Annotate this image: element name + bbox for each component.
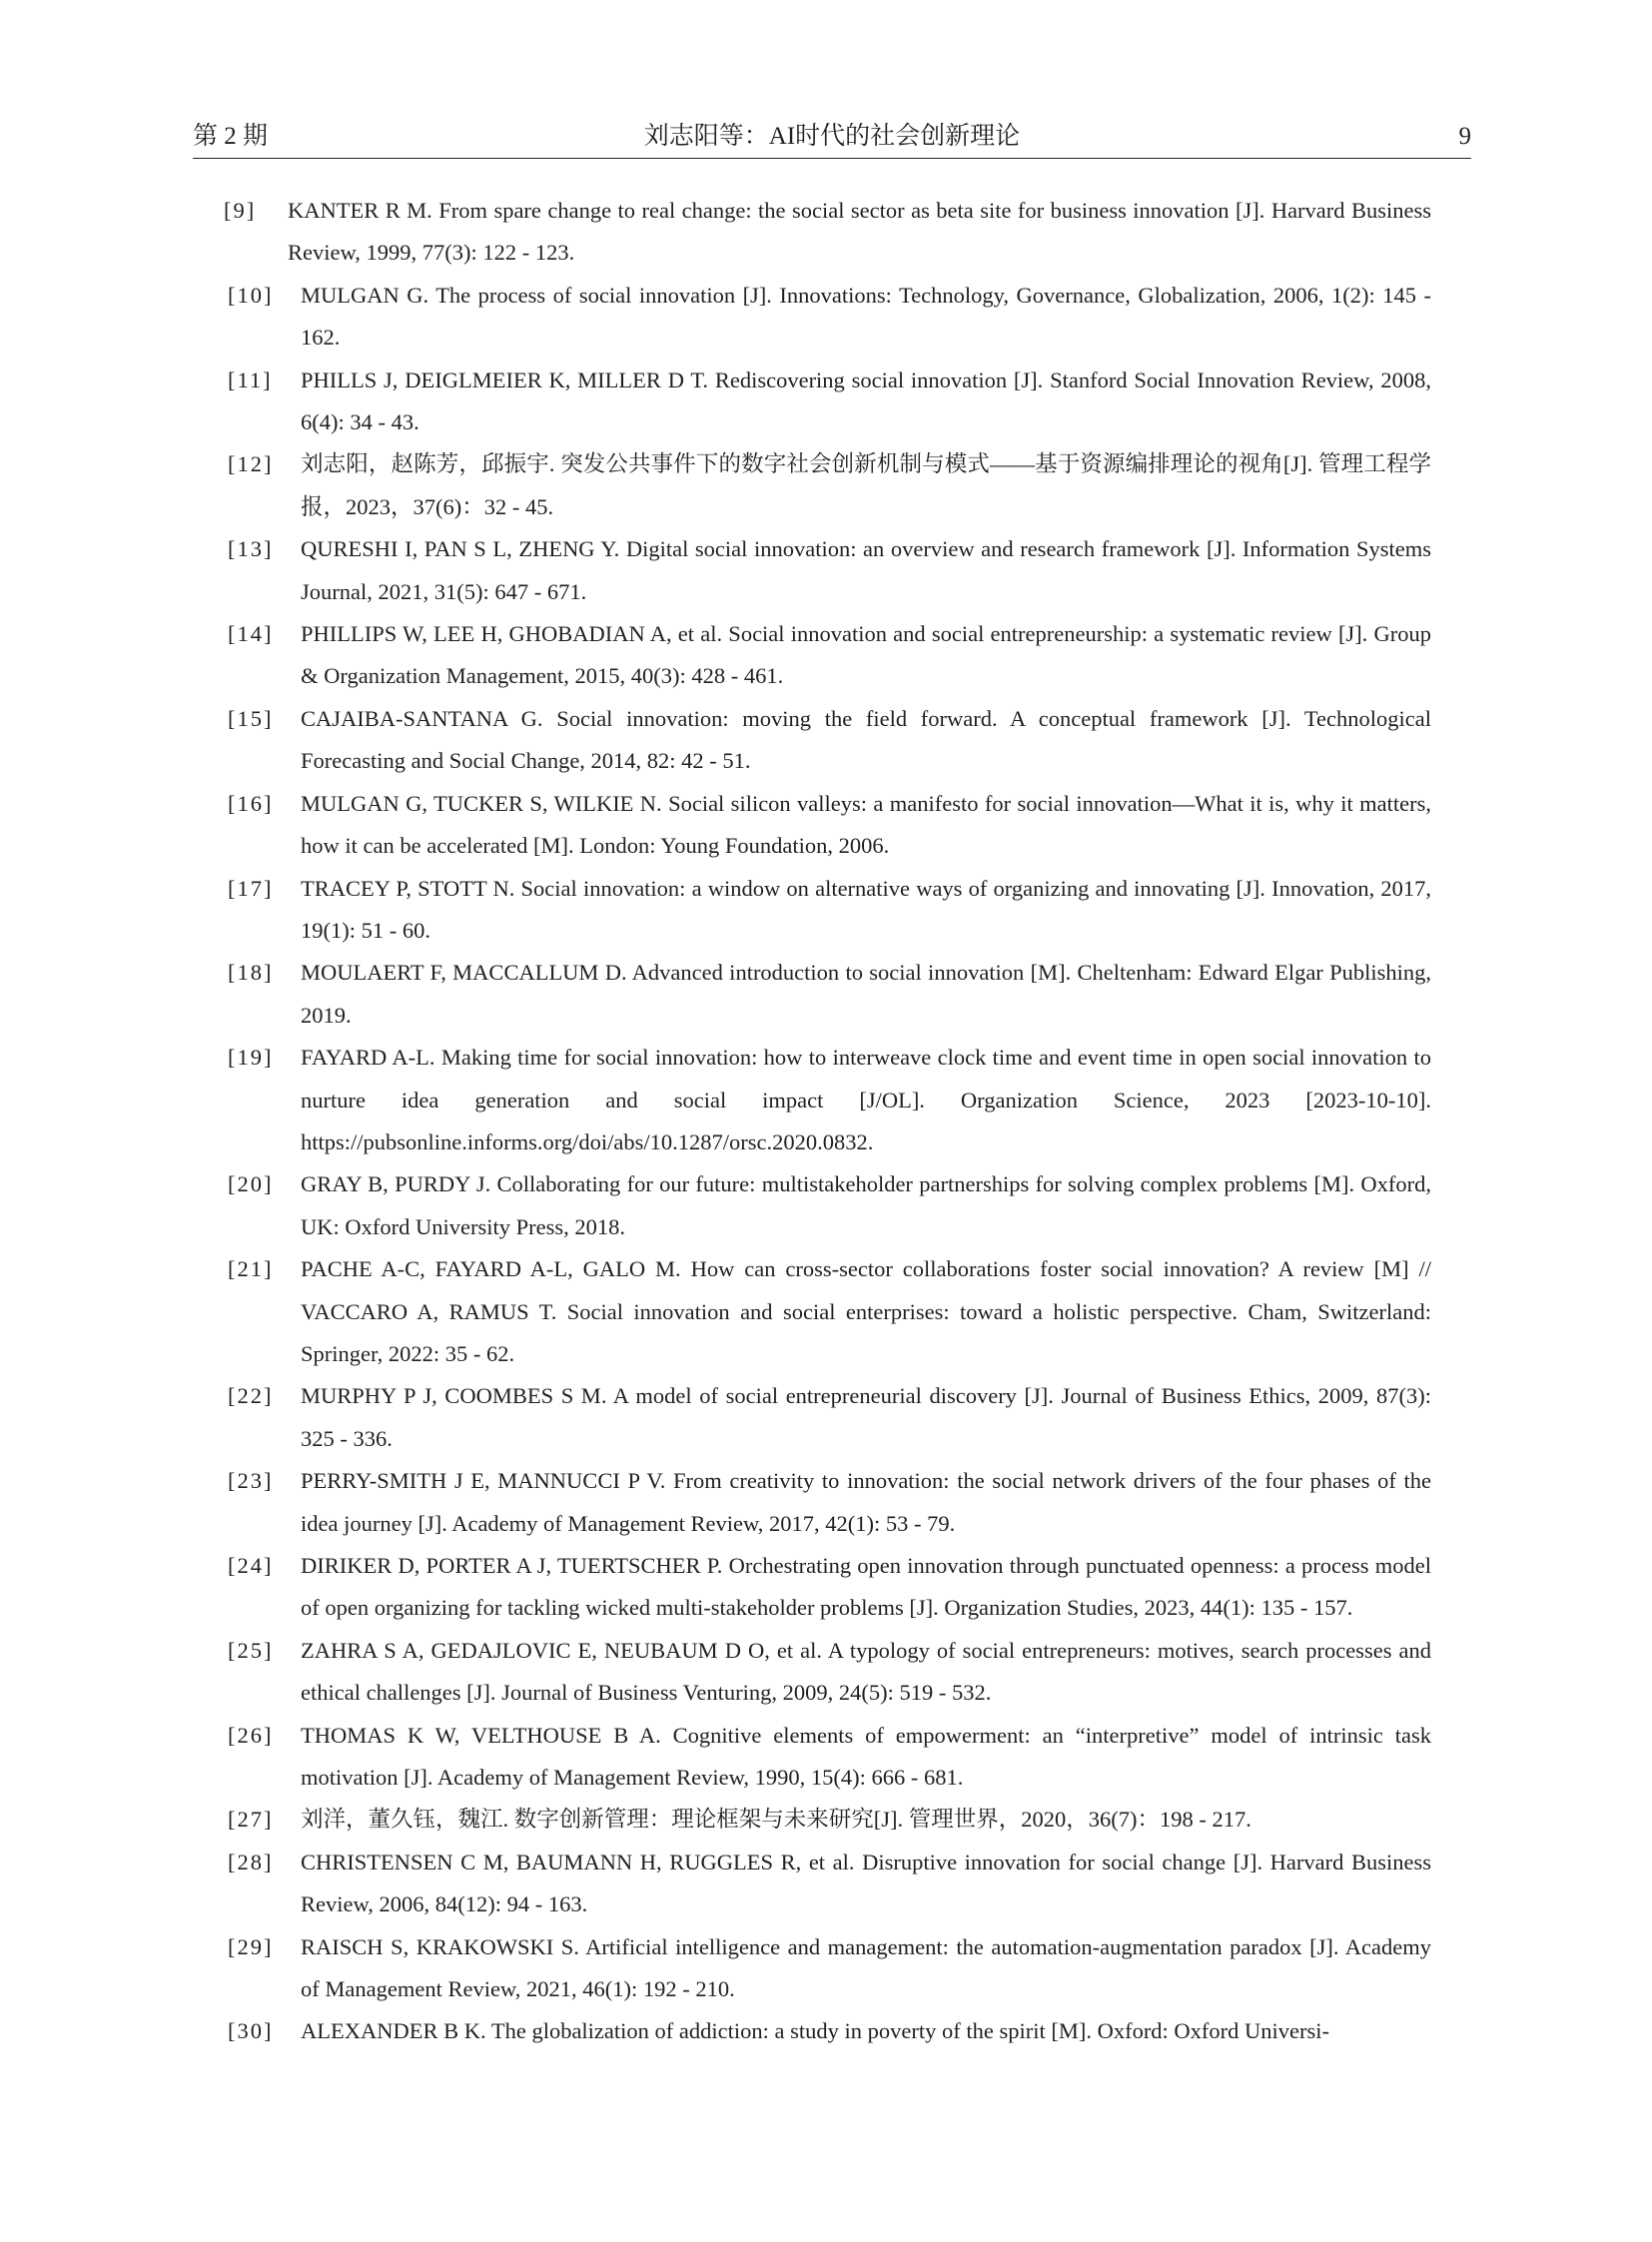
reference-list	[224, 190, 1431, 2053]
reference-text: FAYARD A-L. Making time for social innovation: how to interweave clock time and event time in open social innovation to nurture idea generation and social impact [J/OL]. Organization Science, 2023 [2023-10-10]. https://pubsonline.informs.org/doi/abs/10.1287/orsc.2020.0832.	[301, 1045, 1431, 1154]
reference-text: ALEXANDER B K. The globalization of addiction: a study in poverty of the spirit [M]. Oxford: Oxford Universi-	[301, 2018, 1330, 2044]
reference-number: [24]	[228, 1553, 274, 1578]
reference-number: [28]	[228, 1849, 274, 1874]
running-title: 刘志阳等：AI时代的社会创新理论	[643, 123, 1021, 150]
reference-number: [19]	[228, 1045, 274, 1071]
reference-number: [25]	[228, 1637, 274, 1663]
reference-number: [23]	[228, 1468, 274, 1494]
reference-item	[224, 190, 1431, 275]
reference-number: [18]	[228, 960, 274, 986]
reference-text: KANTER R M. From spare change to real change: the social sector as beta site for business innovation [J]. Harvard Business Review, 1999, 77(3): 122 - 123.	[288, 198, 1431, 266]
reference-number: [11]	[228, 367, 273, 392]
reference-text: PHILLS J, DEIGLMEIER K, MILLER D T. Rediscovering social innovation [J]. Stanford Social Innovation Review, 2008, 6(4): 34 - 43.	[301, 367, 1431, 435]
reference-number: [13]	[228, 536, 274, 562]
reference-item	[228, 1799, 1431, 1841]
reference-number: [29]	[228, 1933, 274, 1959]
reference-text: PHILLIPS W, LEE H, GHOBADIAN A, et al. Social innovation and social entrepreneurship: a systematic review [J]. Group & Organization Management, 2015, 40(3): 428 - 461.	[301, 621, 1431, 689]
reference-number: [15]	[228, 705, 274, 731]
reference-item	[228, 1842, 1431, 1926]
reference-item	[228, 443, 1431, 528]
running-header	[193, 118, 1471, 159]
reference-text: 刘洋，董久钰，魏江. 数字创新管理：理论框架与未来研究[J]. 管理世界，2020，36(7)：198 - 217.	[301, 1807, 1251, 1833]
reference-text: PERRY-SMITH J E, MANNUCCI P V. From creativity to innovation: the social network drivers of the four phases of the idea journey [J]. Academy of Management Review, 2017, 42(1): 53 - 79.	[301, 1468, 1431, 1536]
reference-item	[228, 360, 1431, 444]
reference-text: MURPHY P J, COOMBES S M. A model of social entrepreneurial discovery [J]. Journal of Business Ethics, 2009, 87(3): 325 - 336.	[301, 1383, 1431, 1451]
reference-text: GRAY B, PURDY J. Collaborating for our future: multistakeholder partnerships for solving complex problems [M]. Oxford, UK: Oxford University Press, 2018.	[301, 1171, 1431, 1239]
reference-text: QURESHI I, PAN S L, ZHENG Y. Digital social innovation: an overview and research framework [J]. Information Systems Journal, 2021, 31(5): 647 - 671.	[301, 536, 1431, 604]
reference-text: TRACEY P, STOTT N. Social innovation: a window on alternative ways of organizing and innovating [J]. Innovation, 2017, 19(1): 51 - 60.	[301, 875, 1431, 943]
reference-number: [10]	[228, 282, 274, 308]
reference-item	[228, 783, 1431, 868]
reference-item	[228, 868, 1431, 953]
reference-text: DIRIKER D, PORTER A J, TUERTSCHER P. Orchestrating open innovation through punctuated openness: a process model of open organizing for tackling wicked multi-stakeholder problems [J]. Organization Studies, 2023, 44(1): 135 - 157.	[301, 1553, 1431, 1621]
reference-item	[228, 613, 1431, 698]
reference-number: [14]	[228, 621, 274, 647]
reference-text: 刘志阳，赵陈芳，邱振宇. 突发公共事件下的数字社会创新机制与模式——基于资源编排理论的视角[J]. 管理工程学报，2023，37(6)：32 - 45.	[301, 451, 1431, 519]
reference-number: [16]	[228, 790, 274, 816]
reference-item	[228, 1037, 1431, 1163]
reference-text: ZAHRA S A, GEDAJLOVIC E, NEUBAUM D O, et al. A typology of social entrepreneurs: motives, search processes and ethical challenges [J]. Journal of Business Venturing, 2009, 24(5): 519 - 532.	[301, 1637, 1431, 1706]
reference-item	[228, 1460, 1431, 1545]
reference-item	[228, 952, 1431, 1037]
reference-item	[228, 1630, 1431, 1715]
reference-number: [17]	[228, 875, 274, 901]
reference-text: MULGAN G, TUCKER S, WILKIE N. Social silicon valleys: a manifesto for social innovation—What it is, why it matters, how it can be accelerated [M]. London: Young Foundation, 2006.	[301, 790, 1431, 859]
reference-item	[228, 1163, 1431, 1248]
reference-item	[228, 1545, 1431, 1630]
reference-text: CHRISTENSEN C M, BAUMANN H, RUGGLES R, et al. Disruptive innovation for social change [J]. Harvard Business Review, 2006, 84(12): 94 - 163.	[301, 1849, 1431, 1917]
reference-text: THOMAS K W, VELTHOUSE B A. Cognitive elements of empowerment: an “interpretive” model of intrinsic task motivation [J]. Academy of Management Review, 1990, 15(4): 666 - 681.	[301, 1722, 1431, 1791]
reference-item	[228, 528, 1431, 613]
issue-number: 第 2 期	[193, 123, 269, 150]
reference-text: RAISCH S, KRAKOWSKI S. Artificial intelligence and management: the automation-augmentation paradox [J]. Academy of Management Review, 2021, 46(1): 192 - 210.	[301, 1933, 1431, 2002]
reference-item	[228, 275, 1431, 360]
reference-item	[228, 1715, 1431, 1800]
reference-number: [21]	[228, 1256, 274, 1282]
reference-text: MOULAERT F, MACCALLUM D. Advanced introduction to social innovation [M]. Cheltenham: Edward Elgar Publishing, 2019.	[301, 960, 1431, 1028]
reference-item	[228, 698, 1431, 783]
reference-number: [26]	[228, 1722, 274, 1748]
page-number: 9	[1458, 123, 1471, 150]
reference-item	[228, 1926, 1431, 2011]
reference-number: [20]	[228, 1171, 274, 1197]
reference-item	[228, 2010, 1431, 2052]
reference-text: CAJAIBA-SANTANA G. Social innovation: moving the field forward. A conceptual framework [J]. Technological Forecasting and Social Change, 2014, 82: 42 - 51.	[301, 705, 1431, 774]
reference-number: [12]	[228, 451, 274, 477]
reference-text: PACHE A-C, FAYARD A-L, GALO M. How can cross-sector collaborations foster social innovation? A review [M] // VACCARO A, RAMUS T. Social innovation and social enterprises: toward a holistic perspective. Cham, Switzerland: Springer, 2022: 35 - 62.	[301, 1256, 1431, 1366]
reference-number: [30]	[228, 2018, 274, 2044]
reference-number: [22]	[228, 1383, 274, 1409]
reference-number: [9]	[224, 198, 257, 223]
reference-item	[228, 1375, 1431, 1460]
reference-number: [27]	[228, 1807, 274, 1833]
reference-text: MULGAN G. The process of social innovation [J]. Innovations: Technology, Governance, Globalization, 2006, 1(2): 145 - 162.	[301, 282, 1431, 351]
reference-item	[228, 1248, 1431, 1375]
